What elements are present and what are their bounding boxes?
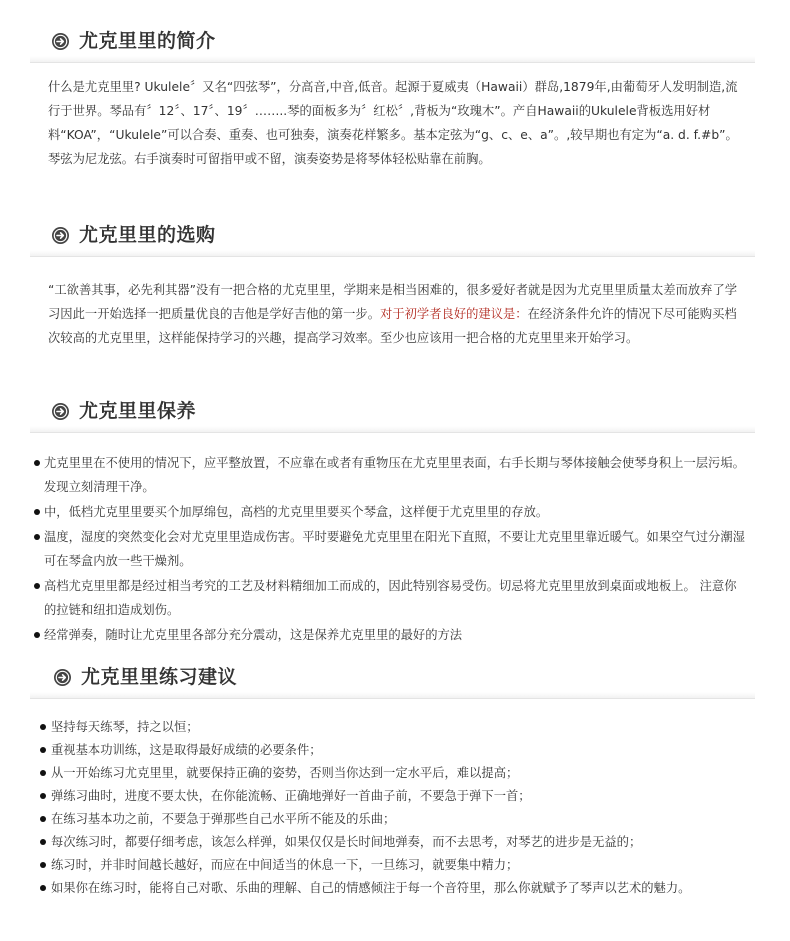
list-item-text: 温度，湿度的突然变化会对尤克里里造成伤害。平时要避免尤克里里在阳光下直照，不要让尤克里里靠近暖气。如果空气过分潮湿可在琴盒内放一些干燥剂。 <box>44 530 745 568</box>
bullet-dot-icon <box>40 885 46 891</box>
list-item-text: 如果你在练习时，能将自己对歌、乐曲的理解、自己的情感倾注于每一个音符里，那么你就赋予了琴声以艺术的魅力。 <box>51 881 691 895</box>
list-item <box>0 574 748 622</box>
bullet-dot-icon <box>34 583 40 589</box>
list-item <box>0 451 748 499</box>
list-item <box>0 716 748 739</box>
list-item-text: 弹练习曲时，进度不要太快，在你能流畅、正确地弹好一首曲子前，不要急于弹下一首； <box>51 789 531 803</box>
list-item-text: 尤克里里在不使用的情况下，应平整放置，不应靠在或者有重物压在尤克里里表面，右手长期与琴体接触会使琴身积上一层污垢。发现立刻清理干净。 <box>44 456 745 494</box>
section-title: 尤克里里的选购 <box>79 224 216 246</box>
bullet-dot-icon <box>40 770 46 776</box>
bullet-dot-icon <box>34 460 40 466</box>
bullet-dot-icon <box>34 509 40 515</box>
bullet-dot-icon <box>40 724 46 730</box>
circle-arrow-right-icon <box>52 227 69 244</box>
list-item <box>0 785 748 808</box>
header-underline <box>30 426 755 432</box>
list-item-text: 坚持每天练琴，持之以恒； <box>51 720 199 734</box>
beginner-advice-highlight: 对于初学者良好的建议是： <box>380 307 528 321</box>
section-header-purchase <box>30 218 755 257</box>
list-item-text: 在练习基本功之前，不要急于弹那些自己水平所不能及的乐曲； <box>51 812 396 826</box>
section-header-care <box>30 394 755 433</box>
practice-list <box>0 716 748 900</box>
list-item-text: 练习时，并非时间越长越好，而应在中间适当的休息一下，一旦练习，就要集中精力； <box>51 858 519 872</box>
list-item <box>0 762 748 785</box>
list-item <box>0 500 748 524</box>
section-title: 尤克里里的简介 <box>79 30 216 52</box>
header-underline <box>30 692 755 698</box>
purchase-text-end: 在经济条件允许的情况下尽可能购买档次较高的尤克里里，这样能保持学习的兴趣，提高学习效率。至少也应该用一把合格的尤克里里来开始学习。 <box>48 307 737 345</box>
list-item <box>0 808 748 831</box>
list-item-text: 中，低档尤克里里要买个加厚绵包，高档的尤克里里要买个琴盒，这样便于尤克里里的存放。 <box>44 505 549 519</box>
section-title: 尤克里里保养 <box>79 400 197 422</box>
circle-arrow-right-icon <box>52 33 69 50</box>
list-item <box>0 623 748 647</box>
list-item-text: 每次练习时，都要仔细考虑，该怎么样弹，如果仅仅是长时间地弹奏，而不去思考，对琴艺的进步是无益的； <box>51 835 642 849</box>
bullet-dot-icon <box>34 632 40 638</box>
section-header-intro <box>30 24 755 63</box>
bullet-dot-icon <box>34 534 40 540</box>
bullet-dot-icon <box>40 862 46 868</box>
list-item <box>0 525 748 573</box>
section-header-practice <box>30 660 755 699</box>
bullet-dot-icon <box>40 793 46 799</box>
purchase-paragraph <box>48 278 748 350</box>
intro-paragraph: 什么是尤克里里? Ukulele〞又名“四弦琴”，分高音,中音,低音。起源于夏威夷（Hawaii）群岛,1879年,由葡萄牙人发明制造,流行于世界。琴品有〞12〞、17〞、19〞……..琴的面板多为〞红松〞,背板为“玫瑰木”。产自Hawaii的Ukulele背板选用好材料“KOA”，“Ukulele”可以合奏、重奏、也可独奏，演奏花样繁多。基本定弦为“g、c、e、a”。,较早期也有定为“a. d. f.#b”。琴弦为尼龙弦。右手演奏时可留指甲或不留，演奏姿势是将琴体轻松贴靠在前胸。 <box>48 80 738 166</box>
care-list <box>0 451 748 648</box>
list-item <box>0 877 748 900</box>
purchase-text-start: “工欲善其事，必先利其器”没有一把合格的尤克里里，学期来是相当困难的，很多爱好者就是因为尤克里里质量太差而放弃了学习因此一开始选择一把质量优良的吉他是学好吉他的第一步。 <box>48 283 738 321</box>
bullet-dot-icon <box>40 816 46 822</box>
header-underline <box>30 250 755 256</box>
list-item <box>0 739 748 762</box>
list-item <box>0 854 748 877</box>
header-underline <box>30 56 755 62</box>
list-item-text: 经常弹奏，随时让尤克里里各部分充分震动，这是保养尤克里里的最好的方法 <box>44 628 463 642</box>
section-title: 尤克里里练习建议 <box>81 666 238 688</box>
circle-arrow-right-icon <box>54 669 71 686</box>
circle-arrow-right-icon <box>52 403 69 420</box>
list-item-text: 高档尤克里里都是经过相当考究的工艺及材料精细加工而成的，因此特别容易受伤。切忌将尤克里里放到桌面或地板上。 注意你的拉链和纽扣造成划伤。 <box>44 579 737 617</box>
list-item-text: 从一开始练习尤克里里，就要保持正确的姿势，否则当你达到一定水平后，难以提高； <box>51 766 519 780</box>
bullet-dot-icon <box>40 747 46 753</box>
list-item-text: 重视基本功训练，这是取得最好成绩的必要条件； <box>51 743 322 757</box>
bullet-dot-icon <box>40 839 46 845</box>
list-item <box>0 831 748 854</box>
